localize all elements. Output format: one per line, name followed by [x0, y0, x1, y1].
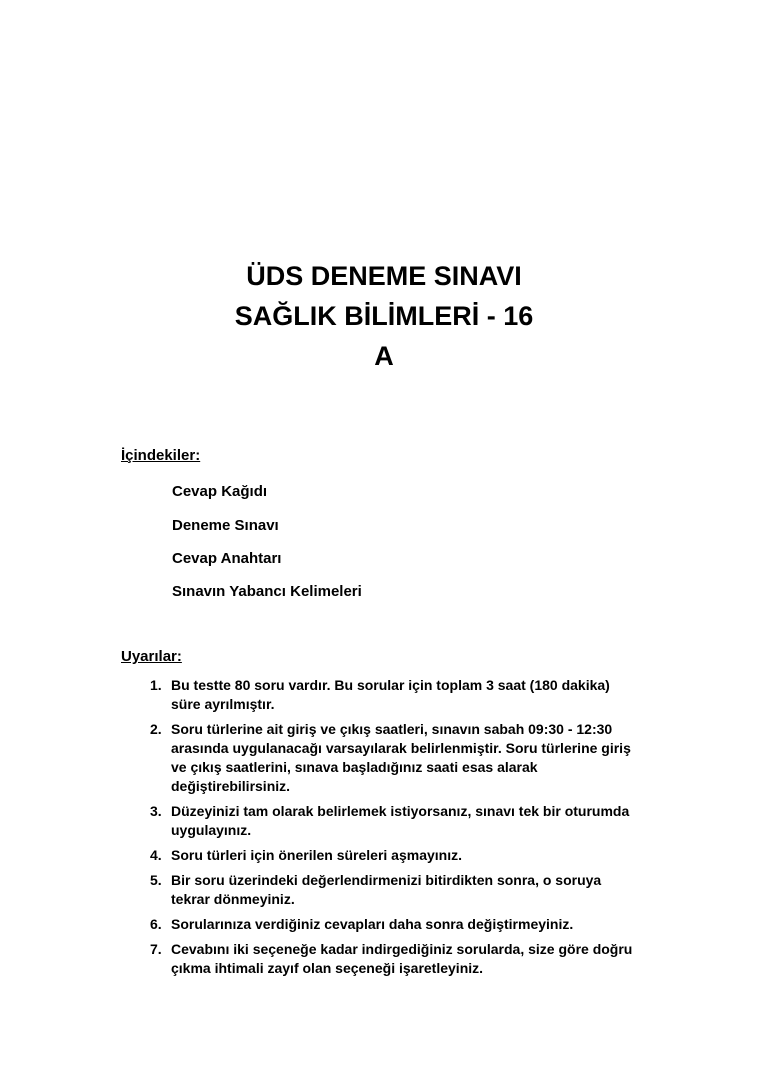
list-item-number: 2. [150, 721, 162, 737]
list-item-number: 5. [150, 872, 162, 888]
list-item-number: 7. [150, 941, 162, 957]
list-item-number: 4. [150, 847, 162, 863]
title-line-1: ÜDS DENEME SINAVI [246, 261, 522, 291]
list-item-number: 1. [150, 677, 162, 693]
list-item-text: Soru türlerine ait giriş ve çıkış saatleri, sınavın sabah 09:30 - 12:30 arasında uygulanacağı varsayılarak belirlenmiştir. Soru türlerine giriş ve çıkış saatlerini, sınava başladığınız saati esas alarak değiştirebilirsiniz. [171, 721, 631, 794]
list-item [121, 846, 641, 865]
toc-item-vocabulary: Sınavın Yabancı Kelimeleri [172, 583, 362, 600]
list-item [121, 915, 641, 934]
list-item-text: Bir soru üzerindeki değerlendirmenizi bitirdikten sonra, o soruya tekrar dönmeyiniz. [171, 872, 602, 907]
list-item [121, 802, 641, 840]
list-item-number: 6. [150, 916, 162, 932]
list-item-text: Soru türleri için önerilen süreleri aşmayınız. [171, 847, 462, 863]
list-item-text: Cevabını iki seçeneğe kadar indirgediğiniz sorularda, size göre doğru çıkma ihtimali zayıf olan seçeneği işaretleyiniz. [171, 941, 633, 976]
list-item-text: Sorularınıza verdiğiniz cevapları daha sonra değiştirmeyiniz. [171, 916, 574, 932]
warnings-heading: Uyarılar: [121, 648, 182, 665]
list-item [121, 676, 641, 714]
document-title [0, 256, 768, 376]
toc-item-answer-key: Cevap Anahtarı [172, 550, 282, 567]
toc-item-answer-sheet: Cevap Kağıdı [172, 483, 268, 500]
list-item-text: Bu testte 80 soru vardır. Bu sorular için toplam 3 saat (180 dakika) süre ayrılmıştır. [171, 677, 610, 712]
warnings-list [121, 676, 641, 984]
list-item-text: Düzeyinizi tam olarak belirlemek istiyorsanız, sınavı tek bir oturumda uygulayınız. [171, 803, 630, 838]
contents-heading: İçindekiler: [121, 447, 201, 464]
toc-item-practice-exam: Deneme Sınavı [172, 517, 279, 534]
list-item [121, 940, 641, 978]
title-line-2: SAĞLIK BİLİMLERİ - 16 [234, 301, 534, 331]
list-item-number: 3. [150, 803, 162, 819]
list-item [121, 720, 641, 796]
title-line-3: A [374, 341, 394, 371]
list-item [121, 871, 641, 909]
